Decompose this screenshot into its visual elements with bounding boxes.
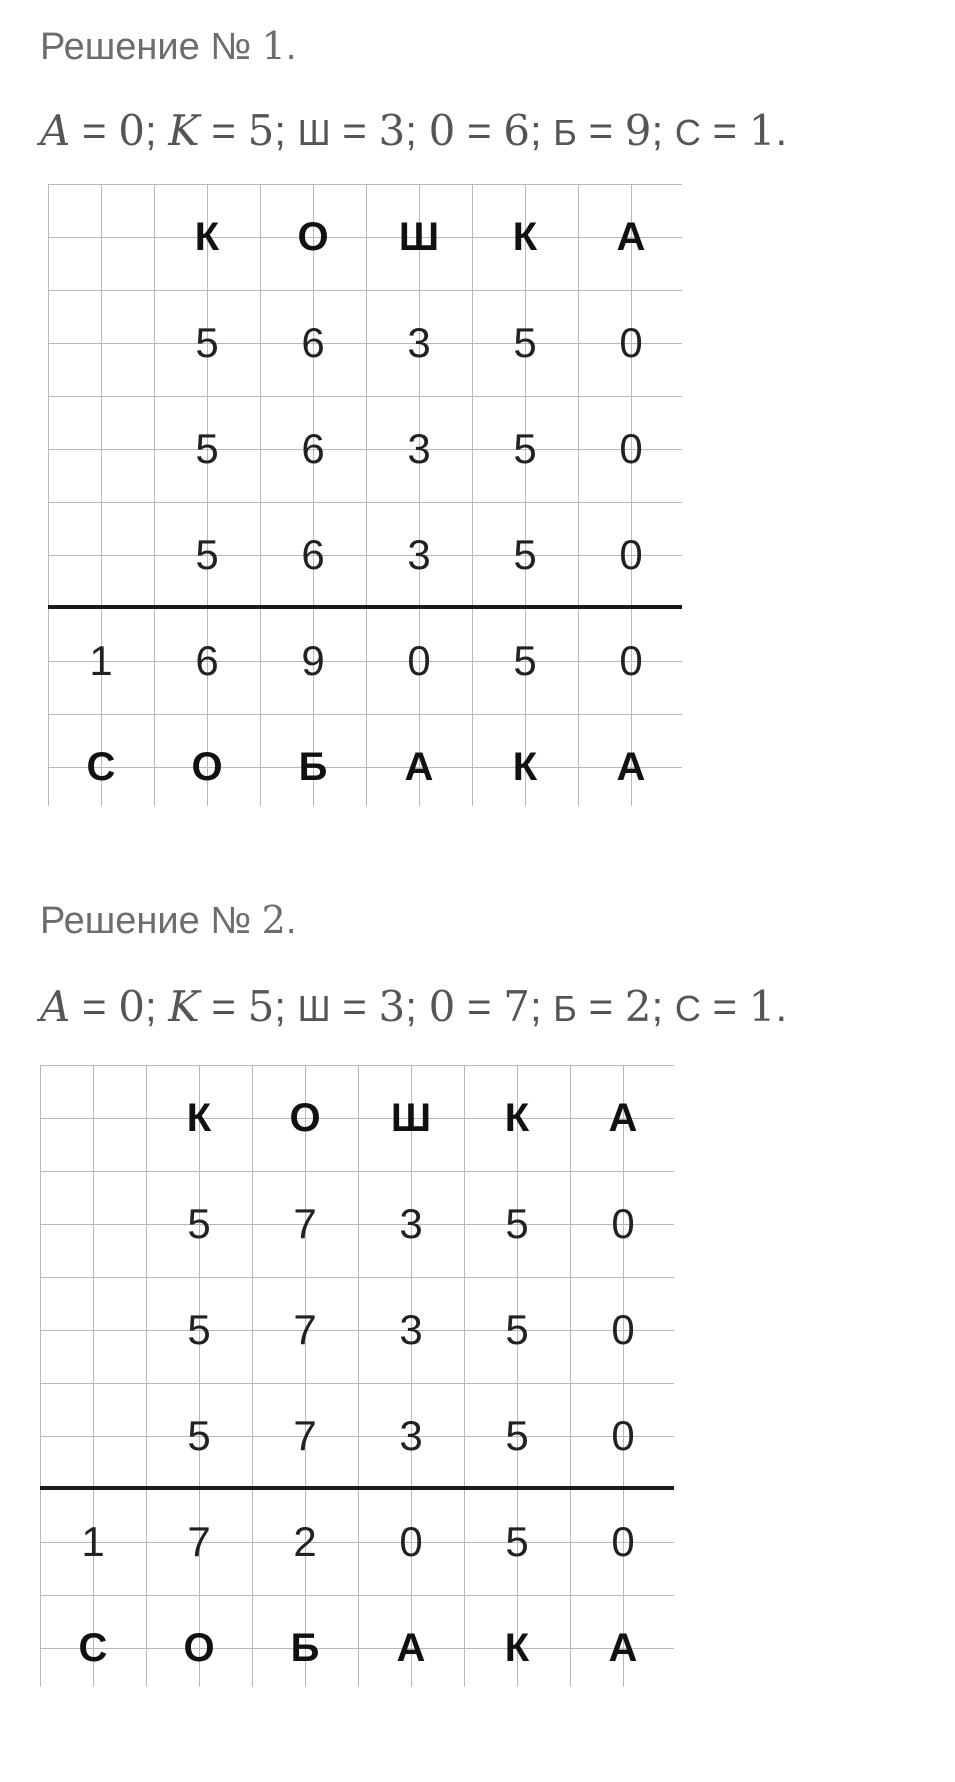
cryptarithm-grid [40, 1065, 674, 1687]
grid-digit-cell: 5 [195, 531, 219, 578]
formula-term [40, 107, 168, 154]
solution-title-number: 1 [261, 24, 286, 68]
solution-title-suffix: . [285, 900, 297, 942]
grid-letter-cell: Б [290, 1625, 320, 1670]
grid-digit-cell: 3 [407, 531, 431, 578]
grid-digit-cell: 5 [505, 1306, 529, 1353]
grid-digit-cell: 5 [513, 637, 537, 684]
formula-equals: = [330, 107, 379, 154]
grid-digit-cell [40, 1171, 146, 1277]
formula-term [553, 107, 675, 154]
grid-digit-cell [48, 290, 154, 396]
grid-digit-cell: 0 [611, 1412, 635, 1459]
formula-value: 9 [624, 106, 652, 155]
grid-digit-cell: 0 [619, 319, 643, 366]
formula-equals: = [199, 107, 248, 154]
solution-title-prefix: Решение № [40, 900, 262, 942]
formula-value: 0 [118, 982, 145, 1031]
formula-value: 0 [118, 106, 145, 155]
formula-separator: ; [144, 107, 169, 154]
grid-digit-cell: 0 [611, 1518, 635, 1565]
solution-formula [40, 106, 787, 155]
grid-letter-cell: С [78, 1625, 108, 1670]
formula-term [675, 107, 787, 154]
grid-digit-cell: 5 [187, 1306, 211, 1353]
formula-term [298, 983, 429, 1030]
grid-letter-cell: Ш [398, 214, 440, 259]
formula-separator: ; [529, 983, 554, 1030]
formula-letter: Б [553, 988, 577, 1029]
grid-digit-cell: 5 [187, 1200, 211, 1247]
formula-equals: = [700, 107, 749, 154]
grid-digit-cell: 3 [399, 1412, 423, 1459]
formula-term [429, 983, 554, 1030]
formula-letter: Б [553, 112, 577, 153]
formula-variable: K [168, 106, 200, 155]
formula-equals: = [70, 983, 119, 1030]
grid-letter-cell: О [297, 214, 329, 259]
formula-value: 5 [247, 982, 275, 1031]
grid-digit-cell: 0 [619, 637, 643, 684]
grid-digit-cell: 5 [513, 531, 537, 578]
grid-digit-cell: 5 [513, 425, 537, 472]
formula-variable: K [168, 982, 200, 1031]
grid-letter-cell [48, 184, 154, 290]
formula-value: 1 [748, 982, 776, 1031]
grid-letter-cell: А [616, 744, 646, 789]
grid-letter-cell: О [191, 744, 223, 789]
formula-equals: = [576, 107, 625, 154]
grid-letter-cell: А [396, 1625, 426, 1670]
formula-variable: A [40, 982, 71, 1031]
formula-equals: = [455, 107, 504, 154]
solution-title-prefix: Решение № [40, 26, 262, 68]
formula-term [298, 107, 429, 154]
formula-value: 3 [378, 106, 406, 155]
grid-digit-cell: 0 [611, 1306, 635, 1353]
grid-digit-cell: 5 [513, 319, 537, 366]
grid-digit-cell: 0 [619, 531, 643, 578]
formula-term [675, 983, 787, 1030]
grid-letter-cell: А [616, 214, 646, 259]
formula-separator: ; [274, 107, 298, 154]
grid-digit-cell [48, 502, 154, 608]
grid-letter-cell: К [504, 1625, 530, 1670]
formula-value: 7 [503, 982, 530, 1031]
formula-equals: = [70, 107, 119, 154]
formula-letter: Ш [297, 988, 331, 1029]
grid-digit-cell [40, 1277, 146, 1383]
grid-letter-cell: К [504, 1095, 530, 1140]
formula-separator: ; [274, 983, 298, 1030]
formula-separator: ; [405, 983, 429, 1030]
formula-term [553, 983, 675, 1030]
grid-digit-cell: 5 [505, 1412, 529, 1459]
formula-value: 2 [624, 982, 652, 1031]
formula-term [168, 107, 297, 154]
formula-equals: = [700, 983, 749, 1030]
formula-value: 3 [378, 982, 406, 1031]
grid-digit-cell: 7 [187, 1518, 211, 1565]
grid-digit-cell: 3 [407, 425, 431, 472]
grid-letter-cell: А [608, 1625, 638, 1670]
grid-letter-cell: А [608, 1095, 638, 1140]
formula-letter: С [674, 988, 701, 1029]
formula-variable: A [40, 106, 71, 155]
grid-digit-cell [48, 396, 154, 502]
grid-letter-cell: Б [298, 744, 328, 789]
grid-digit-cell: 0 [619, 425, 643, 472]
formula-separator: . [775, 107, 788, 154]
formula-equals: = [455, 983, 504, 1030]
solution-title-suffix: . [285, 26, 297, 68]
formula-equals: = [576, 983, 625, 1030]
grid-digit-cell: 5 [195, 425, 219, 472]
grid-digit-cell: 5 [505, 1200, 529, 1247]
formula-letter: 0 [428, 106, 456, 155]
solution-title-number: 2 [261, 898, 286, 942]
grid-digit-cell: 6 [301, 425, 325, 472]
formula-separator: ; [405, 107, 429, 154]
formula-term [168, 983, 297, 1030]
solution-title [40, 898, 296, 943]
grid-letter-cell [40, 1065, 146, 1171]
grid-letter-cell: К [512, 744, 538, 789]
solution-title [40, 24, 296, 69]
formula-value: 5 [247, 106, 275, 155]
grid-digit-cell: 1 [89, 637, 113, 684]
formula-separator: ; [529, 107, 554, 154]
formula-value: 6 [503, 106, 530, 155]
grid-digit-cell: 0 [407, 637, 431, 684]
grid-letter-cell: А [404, 744, 434, 789]
formula-letter: 0 [428, 982, 456, 1031]
grid-letter-cell: К [186, 1095, 212, 1140]
grid-digit-cell: 5 [195, 319, 219, 366]
solution-formula [40, 982, 787, 1031]
grid-digit-cell [40, 1383, 146, 1489]
grid-digit-cell: 3 [399, 1306, 423, 1353]
grid-digit-cell: 6 [301, 319, 325, 366]
grid-digit-cell: 3 [407, 319, 431, 366]
grid-letter-cell: К [512, 214, 538, 259]
formula-separator: ; [651, 983, 675, 1030]
formula-value: 1 [748, 106, 776, 155]
grid-letter-cell: К [194, 214, 220, 259]
grid-digit-cell: 5 [187, 1412, 211, 1459]
grid-digit-cell: 0 [611, 1200, 635, 1247]
formula-separator: ; [651, 107, 675, 154]
grid-digit-cell: 6 [195, 637, 219, 684]
grid-digit-cell: 5 [505, 1518, 529, 1565]
formula-equals: = [199, 983, 248, 1030]
grid-digit-cell: 0 [399, 1518, 423, 1565]
grid-digit-cell: 3 [399, 1200, 423, 1247]
cryptarithm-grid [48, 184, 682, 806]
formula-term [40, 983, 168, 1030]
grid-digit-cell: 2 [293, 1518, 317, 1565]
grid-letter-cell: С [86, 744, 116, 789]
grid-digit-cell: 7 [293, 1306, 317, 1353]
grid-letter-cell: О [183, 1625, 215, 1670]
grid-digit-cell: 9 [301, 637, 325, 684]
formula-term [429, 107, 554, 154]
grid-digit-cell: 7 [293, 1412, 317, 1459]
formula-equals: = [330, 983, 379, 1030]
grid-letter-cell: Ш [390, 1095, 432, 1140]
formula-letter: Ш [297, 112, 331, 153]
formula-letter: С [674, 112, 701, 153]
grid-digit-cell: 7 [293, 1200, 317, 1247]
formula-separator: . [775, 983, 788, 1030]
grid-digit-cell: 6 [301, 531, 325, 578]
formula-separator: ; [144, 983, 169, 1030]
grid-letter-cell: О [289, 1095, 321, 1140]
grid-digit-cell: 1 [81, 1518, 105, 1565]
